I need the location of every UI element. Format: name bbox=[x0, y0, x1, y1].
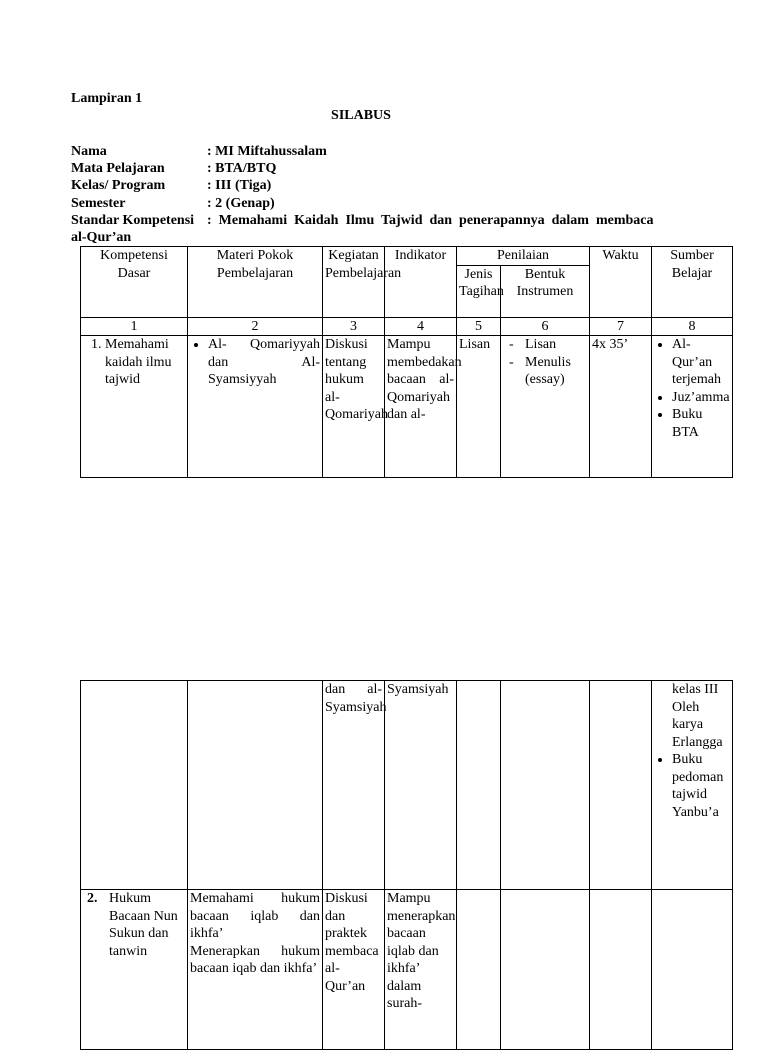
cell-waktu bbox=[590, 681, 652, 890]
cell-indikator: Mampu menerapkan bacaan iqlab dan ikhfa’ dalam surah- bbox=[385, 890, 457, 1050]
document-title: SILABUS bbox=[331, 108, 391, 123]
header-bentuk: Bentuk Instrumen bbox=[501, 265, 590, 317]
cell-indikator: Syamsiyah bbox=[385, 681, 457, 890]
col-number: 8 bbox=[652, 317, 733, 336]
cell-indikator: Mampu membedakan bacaan al- Qomariyah dan al- bbox=[385, 336, 457, 478]
info-value-kelas: : III (Tiga) bbox=[207, 178, 272, 193]
cell-materi bbox=[188, 336, 323, 478]
header-waktu: Waktu bbox=[590, 247, 652, 318]
list-item: - Menulis (essay) bbox=[503, 354, 587, 389]
info-label-semester: Semester bbox=[71, 196, 126, 211]
cell-kegiatan: Diskusi dan praktek membaca al- Qur’an bbox=[323, 890, 385, 1050]
header-materi: Materi Pokok Pembelajaran bbox=[188, 247, 323, 318]
kompetensi-text: Hukum Bacaan Nun Sukun dan tanwin bbox=[109, 891, 178, 959]
header-kegiatan: Kegiatan Pembelajaran bbox=[323, 247, 385, 318]
materi-text: Menerapkan hukum bacaan iqab dan ikhfa’ bbox=[190, 943, 320, 976]
cell-kegiatan: Diskusi tentang hukum al- Qomariyah bbox=[323, 336, 385, 478]
col-number: 7 bbox=[590, 317, 652, 336]
cell-materi bbox=[188, 890, 323, 1050]
sumber-continuation: kelas III Oleh karya Erlangga bbox=[672, 682, 723, 750]
table-row bbox=[81, 681, 733, 890]
cell-jenis bbox=[457, 681, 501, 890]
standar-label: Standar Kompetensi bbox=[71, 213, 195, 228]
list-item: • Buku pedoman tajwid Yanbu’a bbox=[672, 751, 730, 821]
cell-jenis: Lisan bbox=[457, 336, 501, 478]
col-number: 6 bbox=[501, 317, 590, 336]
col-number: 3 bbox=[323, 317, 385, 336]
cell-materi bbox=[188, 681, 323, 890]
info-value-nama: : MI Miftahussalam bbox=[207, 144, 327, 159]
standar-value: : Memahami Kaidah Ilmu Tajwid dan penerapannya dalam membaca bbox=[207, 213, 654, 228]
cell-bentuk bbox=[501, 890, 590, 1050]
list-item: • Al- Qomariyyah dan Al- Syamsiyyah bbox=[208, 336, 320, 389]
cell-kegiatan: dan al- Syamsiyah bbox=[323, 681, 385, 890]
cell-sumber bbox=[652, 336, 733, 478]
header-sumber: Sumber Belajar bbox=[652, 247, 733, 318]
cell-kompetensi bbox=[81, 336, 188, 478]
standar-continuation: al-Qur’an bbox=[71, 230, 132, 245]
col-number: 5 bbox=[457, 317, 501, 336]
list-item: 1. Memahami kaidah ilmu tajwid bbox=[105, 336, 185, 389]
list-item: • Al- Qur’an terjemah bbox=[672, 336, 730, 389]
header-jenis: Jenis Tagihan bbox=[457, 265, 501, 317]
info-value-mapel: : BTA/BTQ bbox=[207, 161, 277, 176]
col-number: 4 bbox=[385, 317, 457, 336]
header-kompetensi: Kompetensi Dasar bbox=[81, 247, 188, 318]
cell-kompetensi bbox=[81, 890, 188, 1050]
header-indikator: Indikator bbox=[385, 247, 457, 318]
cell-waktu bbox=[590, 890, 652, 1050]
info-label-mapel: Mata Pelajaran bbox=[71, 161, 165, 176]
info-label-nama: Nama bbox=[71, 144, 107, 159]
cell-kompetensi bbox=[81, 681, 188, 890]
silabus-table-continued bbox=[80, 680, 733, 1050]
cell-sumber bbox=[652, 890, 733, 1050]
list-item: • Buku BTA bbox=[672, 406, 730, 441]
cell-waktu: 4x 35’ bbox=[590, 336, 652, 478]
row-number: 2. bbox=[87, 891, 98, 906]
silabus-table bbox=[80, 246, 733, 478]
cell-sumber bbox=[652, 681, 733, 890]
cell-bentuk bbox=[501, 336, 590, 478]
col-number: 1 bbox=[81, 317, 188, 336]
info-label-kelas: Kelas/ Program bbox=[71, 178, 166, 193]
info-value-semester: : 2 (Genap) bbox=[207, 196, 275, 211]
table-row bbox=[81, 336, 733, 478]
column-number-row bbox=[81, 317, 733, 336]
cell-bentuk bbox=[501, 681, 590, 890]
table-row bbox=[81, 890, 733, 1050]
cell-jenis bbox=[457, 890, 501, 1050]
header-penilaian: Penilaian bbox=[457, 247, 590, 266]
materi-text: Memahami hukum bacaan iqlab dan ikhfa’ bbox=[190, 891, 320, 941]
lampiran-label: Lampiran 1 bbox=[71, 91, 143, 106]
col-number: 2 bbox=[188, 317, 323, 336]
list-item: - Lisan bbox=[503, 336, 587, 354]
list-item: • Juz’amma bbox=[672, 389, 730, 407]
